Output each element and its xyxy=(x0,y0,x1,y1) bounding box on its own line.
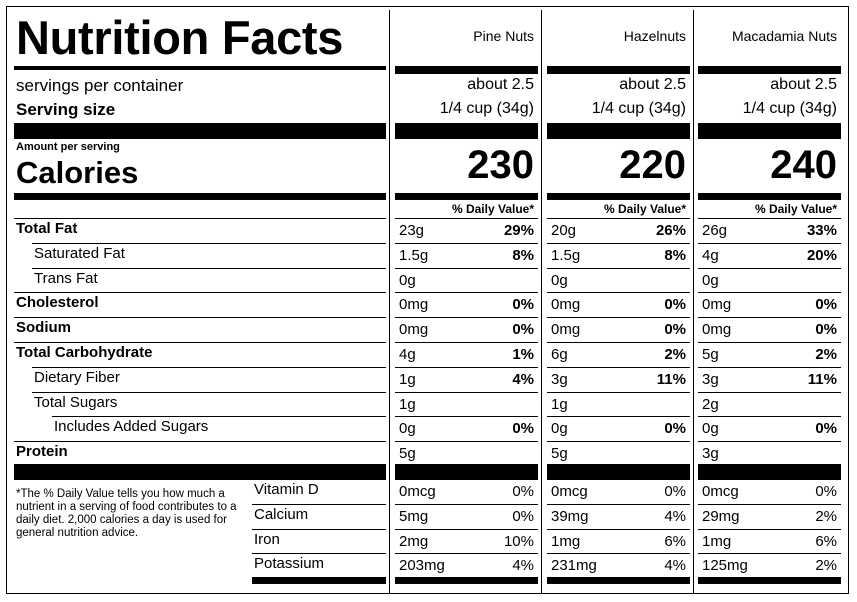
nutrient-name-2: Trans Fat xyxy=(34,270,98,287)
product-calories-bar xyxy=(395,193,538,200)
product-nutrient-amount: 0mg xyxy=(702,296,732,313)
product-nutrient-amount: 20g xyxy=(551,222,577,239)
product-nutrient-amount: 5g xyxy=(399,445,416,462)
product-nutrient-dv: 8% xyxy=(512,247,534,264)
product-nutrient-dv: 0% xyxy=(664,420,686,437)
product-dv-divider xyxy=(547,218,690,219)
product-nutrient-dv: 11% xyxy=(807,371,837,388)
product-nutrient-amount: 1g xyxy=(551,396,568,413)
product-name: Hazelnuts xyxy=(623,28,686,44)
calories-bar xyxy=(14,193,386,200)
product-vitamin-amount: 29mg xyxy=(702,508,740,525)
product-vitamin-dv: 4% xyxy=(512,557,534,574)
product-vitamin-amount: 231mg xyxy=(551,557,597,574)
nutrient-name-7: Total Sugars xyxy=(34,394,118,411)
product-servings: about 2.5 xyxy=(619,76,686,93)
product-nutrient-amount: 3g xyxy=(702,371,719,388)
amount-per-serving: Amount per serving xyxy=(16,141,120,153)
serving-bar xyxy=(14,123,386,139)
product-nutrient-dv: 29% xyxy=(503,222,534,239)
product-nutrient-divider xyxy=(547,292,690,293)
product-vitamin-amount: 39mg xyxy=(551,508,589,525)
product-nutrient-amount: 0g xyxy=(399,272,416,289)
product-nutrient-divider xyxy=(547,392,690,393)
product-vitamin-dv: 0% xyxy=(512,483,534,500)
product-nutrient-divider xyxy=(698,441,841,442)
vitamin-divider xyxy=(252,553,386,554)
product-nutrient-divider xyxy=(395,243,538,244)
product-dv-header: % Daily Value* xyxy=(754,202,837,216)
product-vitamin-dv: 0% xyxy=(512,508,534,525)
product-serving-bar xyxy=(547,123,690,139)
nutrient-divider xyxy=(14,441,386,442)
product-nutrient-dv: 2% xyxy=(664,346,686,363)
product-nutrient-amount: 1.5g xyxy=(551,247,581,264)
product-serving-size: 1/4 cup (34g) xyxy=(742,100,837,117)
vitamin-divider xyxy=(252,529,386,530)
product-vitamin-amount: 0mcg xyxy=(551,483,588,500)
vitamin-divider xyxy=(252,504,386,505)
product-nutrient-amount: 5g xyxy=(702,346,719,363)
product-nutrient-divider xyxy=(395,367,538,368)
product-calories: 230 xyxy=(467,143,534,187)
product-nutrient-divider xyxy=(698,243,841,244)
product-nutrient-amount: 0g xyxy=(702,272,719,289)
product-nutrient-divider xyxy=(698,342,841,343)
nutrient-divider xyxy=(32,367,386,368)
product-nutrient-amount: 0mg xyxy=(399,296,429,313)
product-nutrients-end-bar xyxy=(547,464,690,480)
dv-header-divider xyxy=(14,218,386,219)
vitamins-end-bar-left xyxy=(252,577,386,584)
nutrient-name-0: Total Fat xyxy=(16,220,78,237)
product-calories: 220 xyxy=(619,143,686,187)
product-nutrient-amount: 3g xyxy=(551,371,568,388)
product-vitamins-end-bar xyxy=(395,577,538,584)
product-vitamin-divider xyxy=(395,553,538,554)
product-nutrient-amount: 4g xyxy=(702,247,719,264)
product-serving-bar xyxy=(395,123,538,139)
product-title-bar xyxy=(395,66,538,74)
product-nutrient-amount: 6g xyxy=(551,346,568,363)
product-nutrient-divider xyxy=(698,317,841,318)
product-dv-divider xyxy=(395,218,538,219)
nutrient-divider xyxy=(32,243,386,244)
product-nutrient-amount: 4g xyxy=(399,346,416,363)
product-vitamin-dv: 4% xyxy=(664,557,686,574)
product-vitamin-dv: 4% xyxy=(664,508,686,525)
nutrient-name-4: Sodium xyxy=(16,319,71,336)
product-vitamin-dv: 6% xyxy=(664,533,686,550)
product-nutrient-divider xyxy=(698,392,841,393)
column-divider-1 xyxy=(389,10,390,594)
product-calories-bar xyxy=(698,193,841,200)
nutrient-divider xyxy=(32,268,386,269)
product-nutrient-divider xyxy=(547,342,690,343)
product-vitamin-amount: 1mg xyxy=(702,533,732,550)
product-vitamin-amount: 125mg xyxy=(702,557,748,574)
nutrient-name-8: Includes Added Sugars xyxy=(54,418,209,435)
nutrient-divider xyxy=(14,342,386,343)
nutrients-end-bar xyxy=(14,464,386,480)
product-nutrient-amount: 1g xyxy=(399,371,416,388)
product-vitamin-amount: 1mg xyxy=(551,533,581,550)
title-rule xyxy=(14,66,386,70)
product-nutrient-divider xyxy=(395,441,538,442)
product-nutrient-amount: 0mg xyxy=(551,296,581,313)
product-nutrient-amount: 1g xyxy=(399,396,416,413)
product-vitamin-dv: 6% xyxy=(815,533,837,550)
product-vitamin-dv: 10% xyxy=(503,533,534,550)
nutrient-name-6: Dietary Fiber xyxy=(34,369,120,386)
vitamin-name-0: Vitamin D xyxy=(254,481,319,498)
product-vitamins-end-bar xyxy=(547,577,690,584)
product-nutrient-divider xyxy=(547,441,690,442)
nutrient-name-1: Saturated Fat xyxy=(34,245,125,262)
product-vitamin-divider xyxy=(547,553,690,554)
product-nutrient-dv: 8% xyxy=(664,247,686,264)
calories-label: Calories xyxy=(16,155,139,190)
product-nutrient-amount: 0g xyxy=(551,272,568,289)
product-nutrients-end-bar xyxy=(395,464,538,480)
product-vitamin-divider xyxy=(698,504,841,505)
product-nutrient-amount: 23g xyxy=(399,222,425,239)
product-vitamin-divider xyxy=(698,553,841,554)
product-nutrient-divider xyxy=(395,292,538,293)
product-vitamin-dv: 2% xyxy=(815,508,837,525)
product-nutrient-amount: 26g xyxy=(702,222,728,239)
product-nutrient-divider xyxy=(395,342,538,343)
product-nutrient-divider xyxy=(395,268,538,269)
product-nutrient-dv: 20% xyxy=(806,247,837,264)
product-vitamin-amount: 5mg xyxy=(399,508,429,525)
nutrient-divider xyxy=(14,317,386,318)
product-nutrient-dv: 0% xyxy=(815,321,837,338)
product-nutrients-end-bar xyxy=(698,464,841,480)
product-nutrient-amount: 5g xyxy=(551,445,568,462)
product-vitamin-divider xyxy=(698,529,841,530)
product-vitamin-divider xyxy=(395,529,538,530)
product-nutrient-divider xyxy=(395,317,538,318)
product-vitamin-dv: 0% xyxy=(664,483,686,500)
product-nutrient-dv: 33% xyxy=(806,222,837,239)
serving-size-label: Serving size xyxy=(16,100,116,119)
product-vitamin-divider xyxy=(547,529,690,530)
product-title-bar xyxy=(547,66,690,74)
product-nutrient-dv: 1% xyxy=(512,346,534,363)
nutrient-name-9: Protein xyxy=(16,443,68,460)
label-title: Nutrition Facts xyxy=(16,11,344,64)
product-nutrient-divider xyxy=(698,268,841,269)
product-nutrient-divider xyxy=(547,317,690,318)
vitamin-name-2: Iron xyxy=(254,531,280,548)
product-title-bar xyxy=(698,66,841,74)
product-nutrient-amount: 3g xyxy=(702,445,719,462)
product-vitamin-divider xyxy=(547,504,690,505)
product-dv-header: % Daily Value* xyxy=(451,202,534,216)
product-name: Pine Nuts xyxy=(473,28,534,44)
product-nutrient-dv: 26% xyxy=(655,222,686,239)
product-nutrient-dv: 0% xyxy=(664,296,686,313)
product-nutrient-divider xyxy=(395,392,538,393)
product-serving-bar xyxy=(698,123,841,139)
nutrient-divider xyxy=(14,292,386,293)
product-nutrient-divider xyxy=(395,416,538,417)
product-servings: about 2.5 xyxy=(467,76,534,93)
product-vitamin-amount: 0mcg xyxy=(702,483,739,500)
product-nutrient-amount: 2g xyxy=(702,396,719,413)
product-servings: about 2.5 xyxy=(770,76,837,93)
product-nutrient-dv: 0% xyxy=(512,321,534,338)
product-nutrient-dv: 0% xyxy=(512,420,534,437)
nutrient-name-5: Total Carbohydrate xyxy=(16,344,153,361)
vitamin-name-3: Potassium xyxy=(254,555,325,572)
nutrient-divider xyxy=(52,416,386,417)
product-serving-size: 1/4 cup (34g) xyxy=(439,100,534,117)
vitamin-name-1: Calcium xyxy=(254,506,309,523)
product-nutrient-dv: 0% xyxy=(815,296,837,313)
product-vitamin-amount: 2mg xyxy=(399,533,429,550)
product-vitamin-dv: 2% xyxy=(815,557,837,574)
product-nutrient-dv: 0% xyxy=(815,420,837,437)
column-divider-2 xyxy=(541,10,542,594)
product-nutrient-divider xyxy=(547,243,690,244)
servings-label: servings per container xyxy=(16,76,184,95)
product-calories-bar xyxy=(547,193,690,200)
product-nutrient-amount: 0g xyxy=(702,420,719,437)
product-dv-header: % Daily Value* xyxy=(603,202,686,216)
product-nutrient-divider xyxy=(698,367,841,368)
product-nutrient-amount: 0mg xyxy=(702,321,732,338)
product-nutrient-dv: 0% xyxy=(664,321,686,338)
product-serving-size: 1/4 cup (34g) xyxy=(591,100,686,117)
product-vitamin-amount: 203mg xyxy=(399,557,445,574)
product-nutrient-dv: 11% xyxy=(656,371,686,388)
product-nutrient-divider xyxy=(547,416,690,417)
product-nutrient-divider xyxy=(698,292,841,293)
product-nutrient-dv: 4% xyxy=(512,371,534,388)
product-nutrient-amount: 0mg xyxy=(399,321,429,338)
product-vitamin-amount: 0mcg xyxy=(399,483,436,500)
product-nutrient-dv: 0% xyxy=(512,296,534,313)
product-nutrient-amount: 0g xyxy=(399,420,416,437)
product-calories: 240 xyxy=(770,143,837,187)
product-nutrient-amount: 1.5g xyxy=(399,247,429,264)
product-name: Macadamia Nuts xyxy=(731,28,837,44)
product-vitamins-end-bar xyxy=(698,577,841,584)
column-divider-3 xyxy=(693,10,694,594)
product-nutrient-dv: 2% xyxy=(815,346,837,363)
product-nutrient-divider xyxy=(547,268,690,269)
nutrient-divider xyxy=(32,392,386,393)
product-nutrient-divider xyxy=(698,416,841,417)
product-nutrient-amount: 0mg xyxy=(551,321,581,338)
product-vitamin-dv: 0% xyxy=(815,483,837,500)
product-nutrient-divider xyxy=(547,367,690,368)
product-vitamin-divider xyxy=(395,504,538,505)
product-dv-divider xyxy=(698,218,841,219)
nutrient-name-3: Cholesterol xyxy=(16,294,99,311)
product-nutrient-amount: 0g xyxy=(551,420,568,437)
footnote: *The % Daily Value tells you how much a nutrient in a serving of food contributes to a daily diet. 2,000 calories a day is used for general nutrition advice. xyxy=(16,488,237,539)
